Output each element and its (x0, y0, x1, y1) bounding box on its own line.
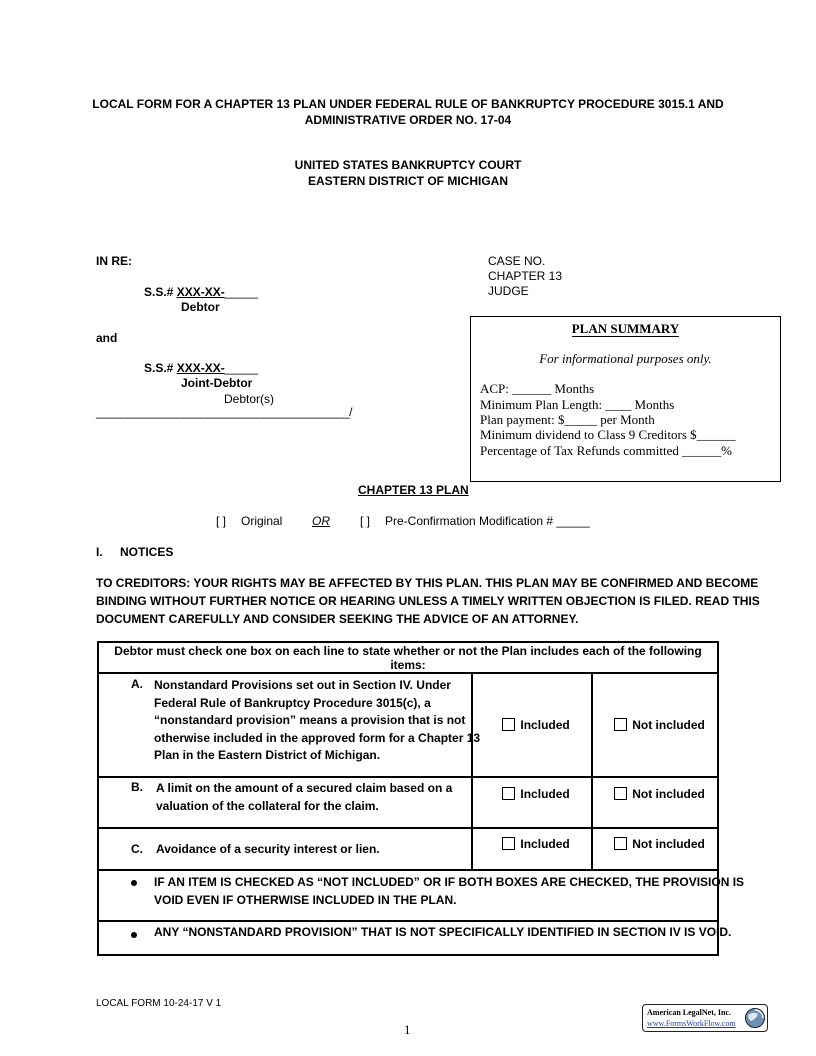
logo-company-name: American LegalNet, Inc. (647, 1008, 731, 1017)
plan-title: CHAPTER 13 PLAN (358, 483, 469, 497)
item-a-included-cell[interactable] (472, 673, 592, 777)
item-c-not-included-label: Not included (632, 837, 705, 851)
warning-nonstandard-text: ANY “NONSTANDARD PROVISION” THAT IS NOT SPECIFICALLY IDENTIFIED IN SECTION IV IS VOID. (154, 925, 732, 939)
provisions-checklist-table (97, 641, 745, 956)
item-a-letter: A. (131, 677, 143, 691)
plan-summary-info: For informational purposes only. (539, 351, 712, 366)
notices-number: I. (96, 545, 103, 559)
and-label: and (96, 331, 118, 345)
debtors-label: Debtor(s) (224, 392, 275, 406)
acp-line: ACP: ______ Months (480, 381, 595, 396)
table-row (98, 921, 718, 955)
item-b-line: valuation of the collateral for the claim. (156, 798, 379, 813)
court-name-line1: UNITED STATES BANKRUPTCY COURT (294, 158, 522, 172)
creditors-notice-line3: DOCUMENT CAREFULLY AND CONSIDER SEEKING THE ADVICE OF AN ATTORNEY. (96, 612, 579, 626)
warning-not-included (98, 870, 745, 921)
caption-signature-line: _________________________________________/ (96, 405, 352, 419)
warning-not-included-text (154, 873, 744, 909)
min-dividend-line: Minimum dividend to Class 9 Creditors $______ (480, 427, 736, 442)
item-a-line: “nonstandard provision” means a provision that is not (154, 713, 466, 727)
warning-not-included-line: VOID EVEN IF OTHERWISE INCLUDED IN THE PLAN. (154, 893, 457, 907)
table-row (98, 777, 718, 828)
checklist-instruction-row (98, 642, 718, 673)
debtor-ssn-label: S.S.# (144, 285, 174, 299)
item-a-not-included-checkbox[interactable] (614, 718, 627, 731)
american-legalnet-logo[interactable] (642, 1004, 768, 1032)
item-a-description (98, 673, 481, 777)
form-title-line2: ADMINISTRATIVE ORDER NO. 17-04 (304, 113, 512, 127)
or-label: OR (312, 514, 330, 528)
court-name-line2: EASTERN DISTRICT OF MICHIGAN (308, 174, 508, 188)
form-version: LOCAL FORM 10-24-17 V 1 (96, 998, 222, 1009)
item-b-included-checkbox[interactable] (502, 787, 515, 800)
creditors-notice (96, 574, 760, 628)
item-a-line: Plan in the Eastern District of Michigan. (154, 748, 381, 762)
item-a-text (154, 677, 480, 765)
item-c-description (98, 828, 472, 870)
warning-nonstandard (98, 921, 732, 955)
table-row (98, 828, 718, 870)
modification-checkbox[interactable]: [ ] (360, 514, 371, 528)
item-a-included-label: Included (520, 718, 570, 732)
item-c-included-label: Included (520, 837, 570, 851)
modification-label: Pre-Confirmation Modification # _____ (385, 514, 590, 528)
bullet-icon (131, 880, 137, 886)
debtor-ssn (144, 285, 258, 300)
notices-heading: NOTICES (120, 545, 174, 559)
form-title (0, 96, 816, 128)
joint-debtor-label: Joint-Debtor (181, 376, 253, 390)
table-row (98, 673, 718, 777)
item-a-line: Nonstandard Provisions set out in Section IV. Under (154, 678, 451, 692)
item-b-text (156, 780, 452, 815)
in-re-label: IN RE: (96, 254, 132, 268)
debtor-ssn-blank: _____ (224, 285, 259, 299)
plan-summary-box (470, 316, 781, 482)
item-c-not-included-checkbox[interactable] (614, 837, 627, 850)
debtor-label: Debtor (181, 300, 220, 314)
original-checkbox[interactable]: [ ] (216, 514, 227, 528)
tax-refunds-line: Percentage of Tax Refunds committed ______% (480, 443, 732, 458)
plan-payment-line: Plan payment: $_____ per Month (480, 412, 655, 427)
joint-debtor-ssn (144, 361, 258, 376)
globe-icon (744, 1007, 766, 1029)
item-a-line: otherwise included in the approved form for a Chapter 13 (154, 730, 481, 745)
table-row (98, 870, 718, 921)
judge-label: JUDGE (488, 284, 529, 298)
original-label: Original (241, 514, 283, 528)
plan-summary-title: PLAN SUMMARY (571, 321, 680, 336)
chapter-label: CHAPTER 13 (488, 269, 563, 283)
creditors-notice-line1: TO CREDITORS: YOUR RIGHTS MAY BE AFFECTED BY THIS PLAN. THIS PLAN MAY BE CONFIRMED AND BECOME (96, 576, 759, 590)
bullet-icon (131, 932, 137, 938)
court-name (0, 157, 816, 189)
item-b-not-included-checkbox[interactable] (614, 787, 627, 800)
item-c-included-checkbox[interactable] (502, 837, 515, 850)
item-c-letter: C. (131, 842, 143, 856)
item-b-included-label: Included (520, 787, 570, 801)
item-b-included-cell[interactable] (472, 777, 592, 828)
joint-debtor-ssn-blank: _____ (224, 361, 259, 375)
item-b-line: A limit on the amount of a secured claim based on a (156, 781, 453, 795)
item-a-included-checkbox[interactable] (502, 718, 515, 731)
form-title-line1: LOCAL FORM FOR A CHAPTER 13 PLAN UNDER FEDERAL RULE OF BANKRUPTCY PROCEDURE 3015.1 AND (92, 97, 724, 111)
item-b-not-included-label: Not included (632, 787, 705, 801)
joint-debtor-ssn-label: S.S.# (144, 361, 174, 375)
min-plan-length-line: Minimum Plan Length: ____ Months (480, 397, 675, 412)
warning-not-included-line: IF AN ITEM IS CHECKED AS “NOT INCLUDED” OR IF BOTH BOXES ARE CHECKED, THE PROVISION IS (154, 875, 745, 889)
case-number-label: CASE NO. (488, 254, 546, 268)
item-b-not-included-cell[interactable] (592, 777, 718, 828)
logo-url[interactable]: www.FormsWorkFlow.com (647, 1019, 736, 1028)
item-c-text: Avoidance of a security interest or lien. (156, 842, 380, 856)
item-c-included-cell[interactable] (472, 828, 592, 870)
item-b-description (98, 777, 472, 828)
item-c-not-included-cell[interactable] (592, 828, 718, 870)
checklist-instruction: Debtor must check one box on each line to state whether or not the Plan includes each of the following items: (98, 642, 718, 673)
item-a-not-included-label: Not included (632, 718, 705, 732)
joint-debtor-ssn-value: XXX-XX- (176, 361, 225, 375)
page-number: 1 (404, 1022, 411, 1037)
item-a-line: Federal Rule of Bankruptcy Procedure 3015(c), a (154, 695, 431, 710)
debtor-ssn-value: XXX-XX- (176, 285, 225, 299)
item-a-not-included-cell[interactable] (592, 673, 718, 777)
creditors-notice-line2: BINDING WITHOUT FURTHER NOTICE OR HEARING UNLESS A TIMELY WRITTEN OBJECTION IS FILED. READ THIS (96, 594, 760, 608)
item-b-letter: B. (131, 780, 143, 794)
